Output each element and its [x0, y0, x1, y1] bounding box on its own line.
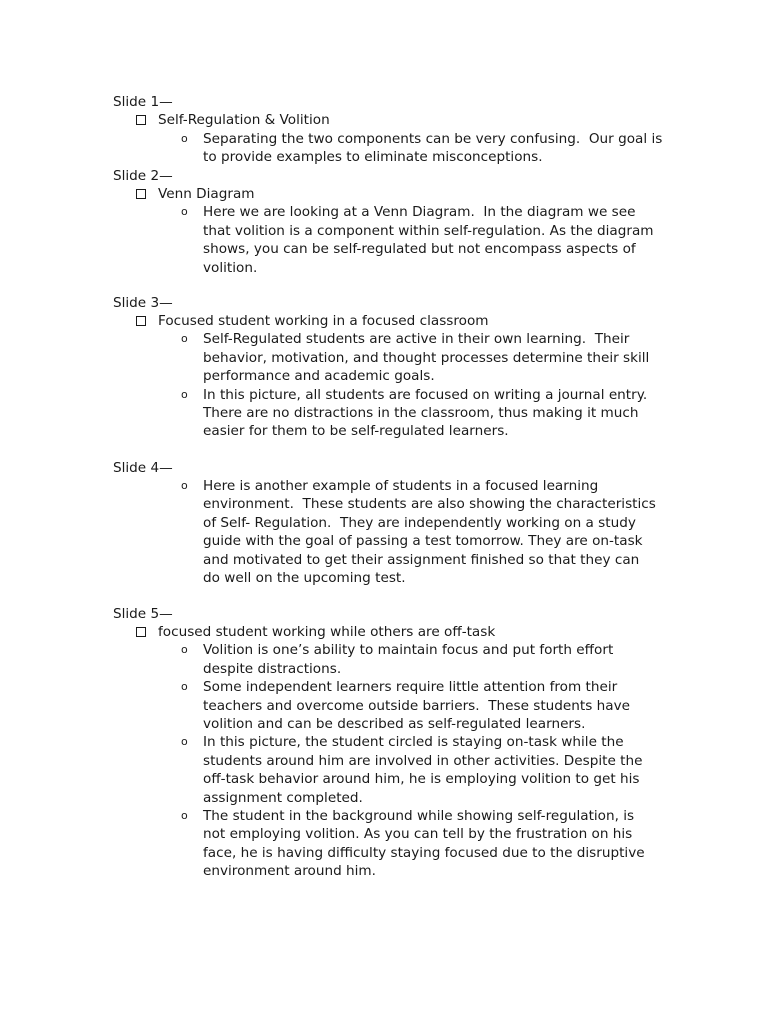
text-line: despite distractions.: [203, 660, 342, 677]
bullet-text: [203, 330, 673, 385]
text-line: volition and can be described as self-regulated learners.: [203, 716, 586, 732]
slide-topic: [136, 312, 489, 330]
text-line: Self-Regulated students are active in their own learning. Their: [203, 331, 630, 348]
text-line: of Self- Regulation. They are independently working on a study: [203, 514, 636, 531]
bullet-text: [203, 477, 673, 587]
bullet-marker: o: [181, 205, 188, 219]
bullet-marker: o: [181, 808, 188, 822]
slide-topic-text: Focused student working in a focused classroom: [158, 312, 489, 329]
text-line: do well on the upcoming test.: [203, 570, 406, 587]
hollow-square-bullet-icon: [136, 316, 146, 326]
slide-topic: [136, 111, 330, 129]
bullet-marker: o: [181, 131, 188, 145]
slide-label: Slide 4—: [113, 459, 173, 476]
slide-topic: [136, 623, 496, 641]
text-line: that volition is a component within self-regulation. As the diagram: [203, 222, 654, 239]
text-line: to provide examples to eliminate misconceptions.: [203, 149, 543, 166]
text-line: In this picture, all students are focused on writing a journal entry.: [203, 386, 648, 403]
text-line: behavior, motivation, and thought processes determine their skill: [203, 349, 650, 366]
text-line: guide with the goal of passing a test tomorrow. They are on-task: [203, 533, 643, 550]
slide-topic-text: Venn Diagram: [158, 185, 255, 202]
bullet-marker: o: [181, 680, 188, 694]
bullet-text: [203, 386, 673, 441]
bullet-text: [203, 641, 673, 678]
slide-topic-text: focused student working while others are off-task: [158, 623, 496, 640]
text-line: students around him are involved in other activities. Despite the: [203, 752, 643, 769]
text-line: face, he is having difficulty staying focused due to the disruptive: [203, 844, 645, 861]
slide-label: Slide 2—: [113, 167, 173, 184]
bullet-marker: o: [181, 643, 188, 657]
bullet-text: [203, 733, 673, 807]
slide-topic-text: Self-Regulation & Volition: [158, 112, 330, 129]
text-line: There are no distractions in the classroom, thus making it much: [203, 405, 639, 421]
text-line: Here we are looking at a Venn Diagram. In the diagram we see: [203, 204, 636, 221]
bullet-text: [203, 130, 673, 167]
text-line: easier for them to be self-regulated learners.: [203, 423, 509, 440]
bullet-marker: o: [181, 387, 188, 401]
text-line: not employing volition. As you can tell by the frustration on his: [203, 826, 633, 843]
text-line: Here is another example of students in a focused learning: [203, 477, 599, 494]
slide-label: Slide 1—: [113, 94, 173, 110]
slide-label: Slide 3—: [113, 294, 173, 311]
hollow-square-bullet-icon: [136, 115, 146, 125]
hollow-square-bullet-icon: [136, 189, 146, 199]
bullet-text: [203, 807, 673, 881]
text-line: Separating the two components can be very confusing. Our goal is: [203, 130, 663, 147]
text-line: Some independent learners require little attention from their: [203, 679, 618, 696]
text-line: performance and academic goals.: [203, 368, 435, 385]
text-line: Volition is one’s ability to maintain focus and put forth effort: [203, 642, 614, 659]
bullet-marker: o: [181, 735, 188, 749]
slide-label: Slide 5—: [113, 605, 173, 622]
text-line: The student in the background while showing self-regulation, is: [203, 807, 635, 824]
text-line: In this picture, the student circled is staying on-task while the: [203, 734, 624, 751]
text-line: volition.: [203, 259, 258, 276]
slide-topic: [136, 185, 255, 203]
text-line: off-task behavior around him, he is employing volition to get his: [203, 771, 640, 788]
text-line: environment. These students are also showing the characteristics: [203, 496, 656, 513]
text-line: environment around him.: [203, 863, 376, 880]
text-line: teachers and overcome outside barriers. These students have: [203, 697, 630, 714]
text-line: assignment completed.: [203, 789, 363, 806]
bullet-text: [203, 203, 673, 277]
text-line: shows, you can be self-regulated but not encompass aspects of: [203, 241, 636, 258]
hollow-square-bullet-icon: [136, 627, 146, 637]
bullet-marker: o: [181, 332, 188, 346]
bullet-text: [203, 678, 673, 733]
text-line: and motivated to get their assignment finished so that they can: [203, 551, 640, 568]
bullet-marker: o: [181, 478, 188, 492]
